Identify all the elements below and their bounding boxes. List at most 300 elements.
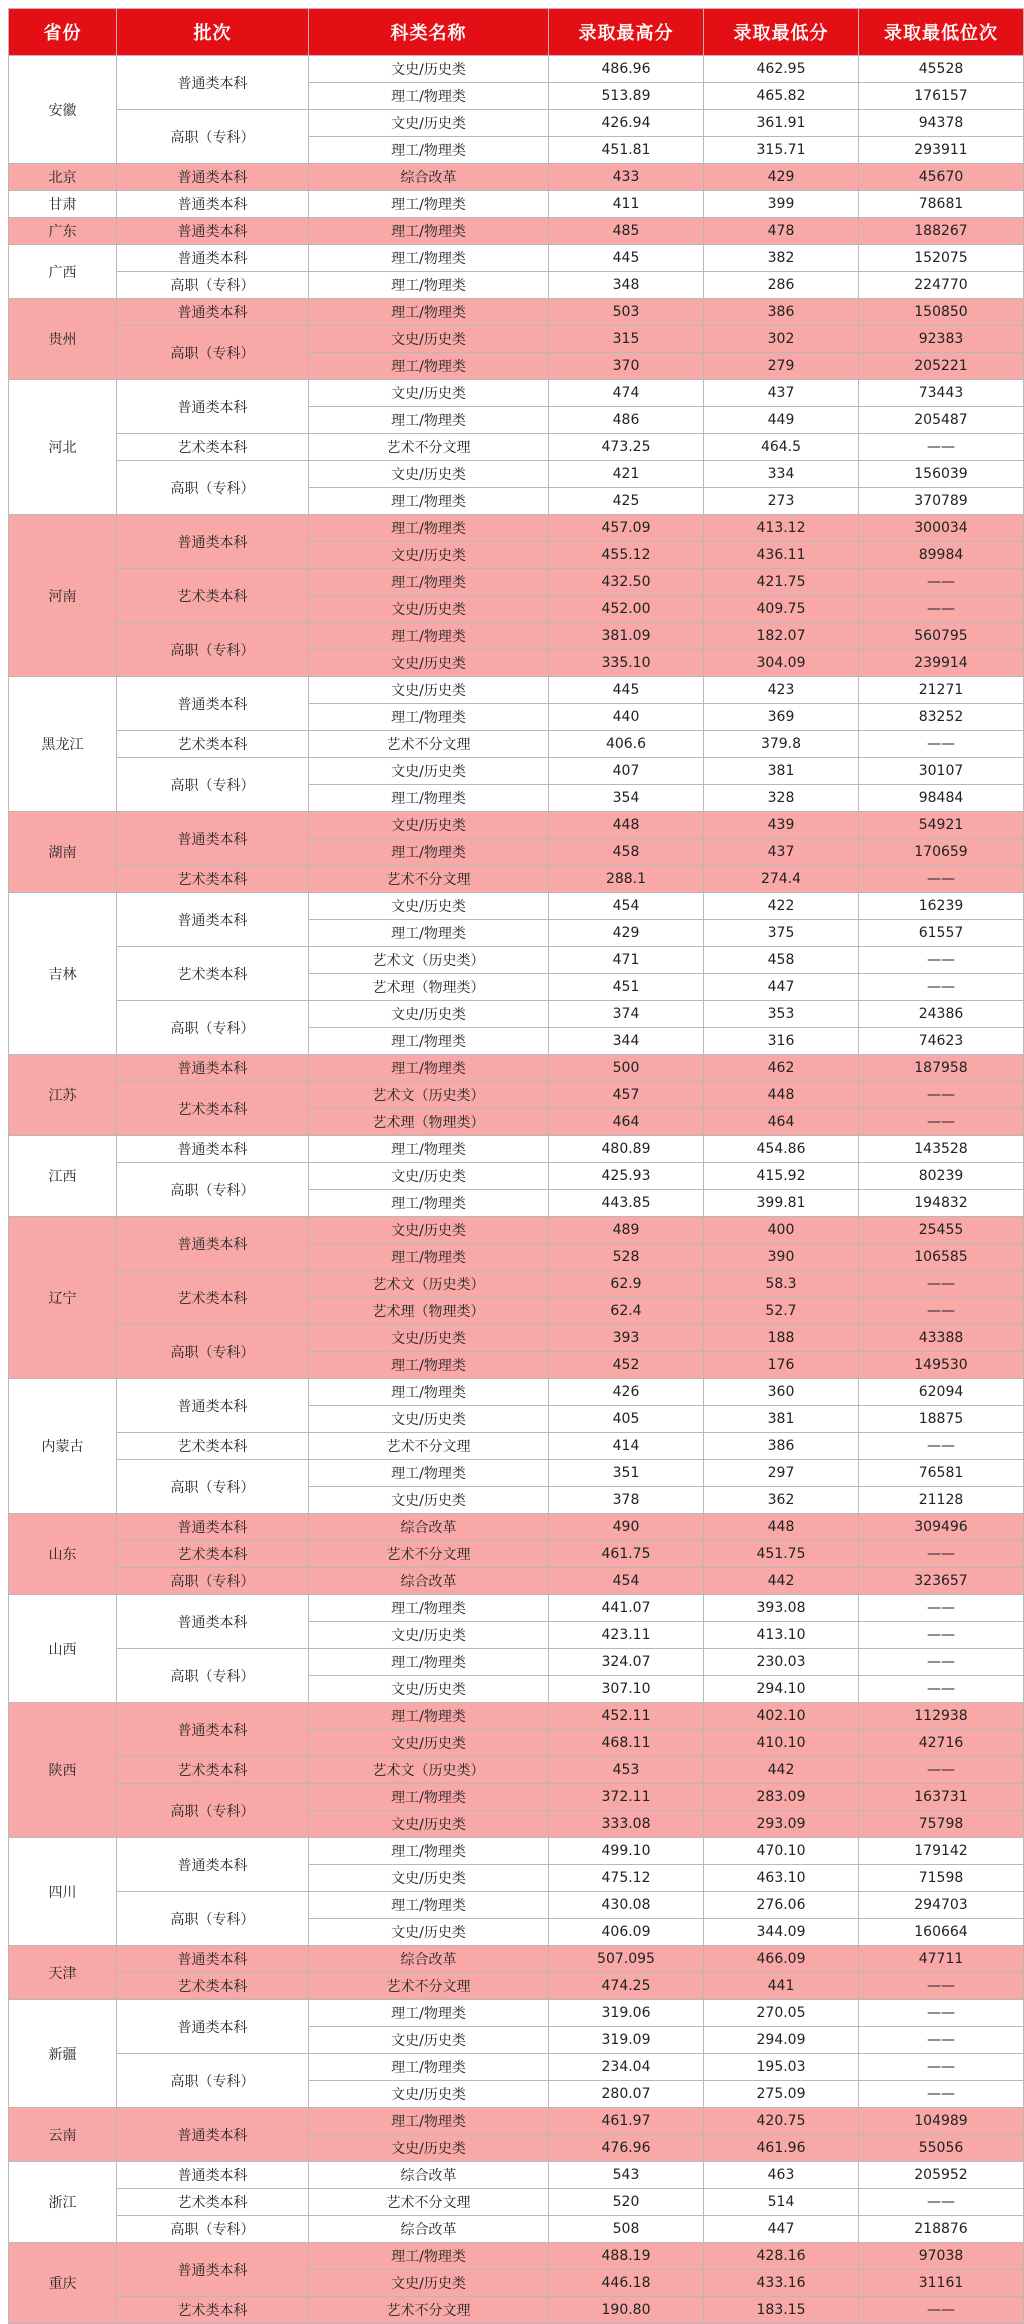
- cell-max-score: 335.10: [549, 650, 704, 677]
- cell-min-score: 439: [704, 812, 859, 839]
- table-row: [9, 164, 1024, 191]
- cell-min-score: 328: [704, 785, 859, 812]
- cell-subject: 文史/历史类: [309, 677, 549, 704]
- table-row: [9, 866, 1024, 893]
- cell-max-score: 378: [549, 1487, 704, 1514]
- cell-batch: 艺术类本科: [117, 731, 309, 758]
- cell-subject: 文史/历史类: [309, 56, 549, 83]
- table-row: [9, 56, 1024, 83]
- cell-min-rank: 224770: [859, 272, 1024, 299]
- cell-max-score: 324.07: [549, 1649, 704, 1676]
- cell-min-rank: ——: [859, 1271, 1024, 1298]
- cell-min-score: 360: [704, 1379, 859, 1406]
- table-row: [9, 245, 1024, 272]
- table-row: [9, 2216, 1024, 2243]
- cell-batch: 艺术类本科: [117, 434, 309, 461]
- table-row: [9, 1946, 1024, 1973]
- cell-province: 陕西: [9, 1703, 117, 1838]
- cell-min-score: 344.09: [704, 1919, 859, 1946]
- cell-subject: 文史/历史类: [309, 2027, 549, 2054]
- table-row: [9, 1001, 1024, 1028]
- cell-min-score: 304.09: [704, 650, 859, 677]
- table-row: [9, 2243, 1024, 2270]
- cell-batch: 普通类本科: [117, 893, 309, 947]
- cell-min-rank: 30107: [859, 758, 1024, 785]
- cell-min-rank: 205952: [859, 2162, 1024, 2189]
- cell-min-score: 420.75: [704, 2108, 859, 2135]
- cell-min-score: 334: [704, 461, 859, 488]
- cell-max-score: 471: [549, 947, 704, 974]
- cell-subject: 理工/物理类: [309, 1838, 549, 1865]
- cell-min-rank: ——: [859, 1649, 1024, 1676]
- table-row: [9, 812, 1024, 839]
- cell-subject: 艺术理（物理类）: [309, 1109, 549, 1136]
- cell-max-score: 474.25: [549, 1973, 704, 2000]
- table-row: [9, 1649, 1024, 1676]
- cell-min-rank: 83252: [859, 704, 1024, 731]
- cell-subject: 综合改革: [309, 1514, 549, 1541]
- cell-batch: 普通类本科: [117, 1703, 309, 1757]
- cell-min-score: 273: [704, 488, 859, 515]
- cell-min-score: 58.3: [704, 1271, 859, 1298]
- cell-subject: 艺术理（物理类）: [309, 1298, 549, 1325]
- cell-subject: 文史/历史类: [309, 326, 549, 353]
- cell-batch: 普通类本科: [117, 1514, 309, 1541]
- table-row: [9, 1784, 1024, 1811]
- cell-min-rank: 293911: [859, 137, 1024, 164]
- cell-subject: 综合改革: [309, 164, 549, 191]
- cell-min-rank: ——: [859, 1541, 1024, 1568]
- cell-batch: 高职（专科）: [117, 272, 309, 299]
- table-row: [9, 731, 1024, 758]
- cell-min-score: 393.08: [704, 1595, 859, 1622]
- admission-table-container: [8, 8, 1023, 2324]
- cell-min-rank: 31161: [859, 2270, 1024, 2297]
- table-row: [9, 2297, 1024, 2324]
- cell-min-rank: 97038: [859, 2243, 1024, 2270]
- cell-subject: 理工/物理类: [309, 1190, 549, 1217]
- cell-max-score: 446.18: [549, 2270, 704, 2297]
- cell-max-score: 441.07: [549, 1595, 704, 1622]
- cell-min-rank: ——: [859, 569, 1024, 596]
- cell-min-rank: 21271: [859, 677, 1024, 704]
- table-row: [9, 893, 1024, 920]
- cell-max-score: 474: [549, 380, 704, 407]
- cell-min-score: 442: [704, 1568, 859, 1595]
- cell-min-rank: 73443: [859, 380, 1024, 407]
- cell-subject: 文史/历史类: [309, 893, 549, 920]
- table-row: [9, 1703, 1024, 1730]
- cell-subject: 理工/物理类: [309, 920, 549, 947]
- cell-max-score: 381.09: [549, 623, 704, 650]
- cell-max-score: 452.00: [549, 596, 704, 623]
- cell-subject: 文史/历史类: [309, 1163, 549, 1190]
- cell-min-rank: 187958: [859, 1055, 1024, 1082]
- table-row: [9, 1973, 1024, 2000]
- cell-min-score: 462: [704, 1055, 859, 1082]
- cell-min-rank: 61557: [859, 920, 1024, 947]
- cell-min-score: 463.10: [704, 1865, 859, 1892]
- table-row: [9, 1838, 1024, 1865]
- cell-min-rank: 205487: [859, 407, 1024, 434]
- header-min-rank: 录取最低位次: [859, 9, 1024, 56]
- cell-max-score: 433: [549, 164, 704, 191]
- cell-min-score: 410.10: [704, 1730, 859, 1757]
- cell-min-score: 462.95: [704, 56, 859, 83]
- cell-min-rank: 92383: [859, 326, 1024, 353]
- cell-min-rank: ——: [859, 596, 1024, 623]
- table-row: [9, 1568, 1024, 1595]
- cell-province: 重庆: [9, 2243, 117, 2324]
- cell-max-score: 489: [549, 1217, 704, 1244]
- cell-min-score: 463: [704, 2162, 859, 2189]
- cell-max-score: 451.81: [549, 137, 704, 164]
- cell-min-score: 283.09: [704, 1784, 859, 1811]
- cell-min-score: 447: [704, 2216, 859, 2243]
- cell-min-rank: 149530: [859, 1352, 1024, 1379]
- cell-max-score: 473.25: [549, 434, 704, 461]
- cell-subject: 文史/历史类: [309, 650, 549, 677]
- cell-batch: 高职（专科）: [117, 326, 309, 380]
- cell-min-score: 275.09: [704, 2081, 859, 2108]
- cell-max-score: 307.10: [549, 1676, 704, 1703]
- cell-min-score: 302: [704, 326, 859, 353]
- cell-min-rank: 179142: [859, 1838, 1024, 1865]
- cell-max-score: 499.10: [549, 1838, 704, 1865]
- cell-province: 云南: [9, 2108, 117, 2162]
- cell-subject: 综合改革: [309, 2162, 549, 2189]
- cell-subject: 综合改革: [309, 1568, 549, 1595]
- cell-min-score: 464: [704, 1109, 859, 1136]
- cell-batch: 艺术类本科: [117, 1541, 309, 1568]
- cell-min-rank: ——: [859, 866, 1024, 893]
- cell-subject: 文史/历史类: [309, 1676, 549, 1703]
- cell-subject: 艺术理（物理类）: [309, 974, 549, 1001]
- cell-max-score: 190.80: [549, 2297, 704, 2324]
- cell-batch: 艺术类本科: [117, 2189, 309, 2216]
- cell-min-score: 478: [704, 218, 859, 245]
- cell-max-score: 333.08: [549, 1811, 704, 1838]
- cell-min-rank: 106585: [859, 1244, 1024, 1271]
- cell-subject: 文史/历史类: [309, 596, 549, 623]
- table-row: [9, 1757, 1024, 1784]
- cell-min-rank: 75798: [859, 1811, 1024, 1838]
- cell-min-score: 448: [704, 1082, 859, 1109]
- cell-max-score: 445: [549, 245, 704, 272]
- cell-min-score: 437: [704, 380, 859, 407]
- cell-subject: 理工/物理类: [309, 1649, 549, 1676]
- cell-min-score: 442: [704, 1757, 859, 1784]
- cell-batch: 普通类本科: [117, 2243, 309, 2297]
- cell-min-score: 413.12: [704, 515, 859, 542]
- cell-batch: 高职（专科）: [117, 1784, 309, 1838]
- cell-province: 新疆: [9, 2000, 117, 2108]
- cell-max-score: 429: [549, 920, 704, 947]
- cell-min-score: 436.11: [704, 542, 859, 569]
- table-row: [9, 2000, 1024, 2027]
- cell-batch: 普通类本科: [117, 1055, 309, 1082]
- cell-max-score: 406.09: [549, 1919, 704, 1946]
- cell-subject: 理工/物理类: [309, 785, 549, 812]
- cell-province: 北京: [9, 164, 117, 191]
- cell-batch: 高职（专科）: [117, 1325, 309, 1379]
- cell-batch: 艺术类本科: [117, 947, 309, 1001]
- cell-subject: 理工/物理类: [309, 1784, 549, 1811]
- cell-max-score: 543: [549, 2162, 704, 2189]
- cell-subject: 理工/物理类: [309, 1892, 549, 1919]
- cell-max-score: 486: [549, 407, 704, 434]
- cell-batch: 艺术类本科: [117, 569, 309, 623]
- cell-min-rank: 62094: [859, 1379, 1024, 1406]
- table-row: [9, 1541, 1024, 1568]
- cell-min-rank: 163731: [859, 1784, 1024, 1811]
- cell-province: 吉林: [9, 893, 117, 1055]
- cell-max-score: 453: [549, 1757, 704, 1784]
- cell-subject: 文史/历史类: [309, 2081, 549, 2108]
- cell-subject: 理工/物理类: [309, 1595, 549, 1622]
- cell-min-score: 386: [704, 299, 859, 326]
- header-max-score: 录取最高分: [549, 9, 704, 56]
- table-row: [9, 299, 1024, 326]
- cell-max-score: 393: [549, 1325, 704, 1352]
- cell-province: 黑龙江: [9, 677, 117, 812]
- cell-min-rank: 71598: [859, 1865, 1024, 1892]
- cell-min-score: 375: [704, 920, 859, 947]
- cell-subject: 艺术不分文理: [309, 1433, 549, 1460]
- cell-max-score: 461.97: [549, 2108, 704, 2135]
- cell-subject: 艺术文（历史类）: [309, 1757, 549, 1784]
- table-row: [9, 1433, 1024, 1460]
- cell-subject: 理工/物理类: [309, 137, 549, 164]
- cell-min-rank: 218876: [859, 2216, 1024, 2243]
- cell-subject: 文史/历史类: [309, 2135, 549, 2162]
- cell-min-rank: 309496: [859, 1514, 1024, 1541]
- cell-min-score: 182.07: [704, 623, 859, 650]
- cell-min-rank: 143528: [859, 1136, 1024, 1163]
- table-row: [9, 461, 1024, 488]
- cell-subject: 文史/历史类: [309, 380, 549, 407]
- cell-batch: 普通类本科: [117, 1946, 309, 1973]
- cell-subject: 理工/物理类: [309, 1244, 549, 1271]
- cell-province: 江西: [9, 1136, 117, 1217]
- cell-max-score: 315: [549, 326, 704, 353]
- cell-max-score: 423.11: [549, 1622, 704, 1649]
- cell-min-rank: ——: [859, 1109, 1024, 1136]
- cell-min-rank: 47711: [859, 1946, 1024, 1973]
- cell-batch: 高职（专科）: [117, 1001, 309, 1055]
- table-row: [9, 326, 1024, 353]
- cell-max-score: 458: [549, 839, 704, 866]
- cell-min-score: 458: [704, 947, 859, 974]
- cell-batch: 艺术类本科: [117, 2297, 309, 2324]
- cell-min-score: 316: [704, 1028, 859, 1055]
- cell-subject: 文史/历史类: [309, 1865, 549, 1892]
- cell-min-rank: ——: [859, 1082, 1024, 1109]
- cell-min-score: 294.10: [704, 1676, 859, 1703]
- cell-min-rank: 94378: [859, 110, 1024, 137]
- table-row: [9, 1217, 1024, 1244]
- cell-min-score: 386: [704, 1433, 859, 1460]
- cell-min-score: 276.06: [704, 1892, 859, 1919]
- cell-batch: 高职（专科）: [117, 2216, 309, 2243]
- cell-max-score: 475.12: [549, 1865, 704, 1892]
- cell-min-rank: ——: [859, 731, 1024, 758]
- cell-batch: 普通类本科: [117, 164, 309, 191]
- cell-batch: 高职（专科）: [117, 1892, 309, 1946]
- cell-max-score: 507.095: [549, 1946, 704, 1973]
- cell-min-rank: 78681: [859, 191, 1024, 218]
- table-row: [9, 272, 1024, 299]
- cell-batch: 艺术类本科: [117, 1271, 309, 1325]
- cell-min-rank: 25455: [859, 1217, 1024, 1244]
- cell-max-score: 344: [549, 1028, 704, 1055]
- table-header: [9, 9, 1024, 56]
- cell-max-score: 454: [549, 1568, 704, 1595]
- cell-max-score: 351: [549, 1460, 704, 1487]
- cell-province: 江苏: [9, 1055, 117, 1136]
- table-row: [9, 2054, 1024, 2081]
- cell-min-rank: 18875: [859, 1406, 1024, 1433]
- cell-batch: 艺术类本科: [117, 1757, 309, 1784]
- cell-min-rank: ——: [859, 1433, 1024, 1460]
- table-row: [9, 623, 1024, 650]
- cell-min-score: 464.5: [704, 434, 859, 461]
- cell-batch: 普通类本科: [117, 515, 309, 569]
- cell-subject: 理工/物理类: [309, 2000, 549, 2027]
- cell-subject: 理工/物理类: [309, 1055, 549, 1082]
- cell-subject: 艺术文（历史类）: [309, 1271, 549, 1298]
- cell-max-score: 411: [549, 191, 704, 218]
- table-row: [9, 758, 1024, 785]
- cell-subject: 艺术文（历史类）: [309, 947, 549, 974]
- cell-max-score: 288.1: [549, 866, 704, 893]
- cell-subject: 文史/历史类: [309, 1811, 549, 1838]
- cell-subject: 艺术不分文理: [309, 866, 549, 893]
- cell-subject: 理工/物理类: [309, 1028, 549, 1055]
- cell-max-score: 464: [549, 1109, 704, 1136]
- cell-min-rank: 104989: [859, 2108, 1024, 2135]
- cell-subject: 理工/物理类: [309, 2054, 549, 2081]
- cell-subject: 文史/历史类: [309, 1622, 549, 1649]
- cell-min-score: 421.75: [704, 569, 859, 596]
- cell-batch: 高职（专科）: [117, 623, 309, 677]
- cell-subject: 理工/物理类: [309, 245, 549, 272]
- cell-min-score: 449: [704, 407, 859, 434]
- cell-min-score: 176: [704, 1352, 859, 1379]
- cell-subject: 理工/物理类: [309, 1352, 549, 1379]
- cell-min-score: 461.96: [704, 2135, 859, 2162]
- cell-subject: 理工/物理类: [309, 218, 549, 245]
- cell-batch: 艺术类本科: [117, 1433, 309, 1460]
- header-province: 省份: [9, 9, 117, 56]
- cell-min-rank: ——: [859, 974, 1024, 1001]
- table-body: [9, 56, 1024, 2324]
- cell-batch: 普通类本科: [117, 380, 309, 434]
- cell-subject: 文史/历史类: [309, 1730, 549, 1757]
- cell-min-score: 465.82: [704, 83, 859, 110]
- cell-subject: 理工/物理类: [309, 1136, 549, 1163]
- cell-batch: 普通类本科: [117, 299, 309, 326]
- table-row: [9, 2189, 1024, 2216]
- cell-max-score: 425: [549, 488, 704, 515]
- cell-min-score: 466.09: [704, 1946, 859, 1973]
- cell-min-rank: 21128: [859, 1487, 1024, 1514]
- cell-min-score: 399: [704, 191, 859, 218]
- cell-batch: 普通类本科: [117, 245, 309, 272]
- cell-batch: 普通类本科: [117, 1136, 309, 1163]
- cell-max-score: 513.89: [549, 83, 704, 110]
- cell-batch: 高职（专科）: [117, 1568, 309, 1595]
- cell-subject: 艺术不分文理: [309, 731, 549, 758]
- cell-max-score: 461.75: [549, 1541, 704, 1568]
- cell-subject: 理工/物理类: [309, 272, 549, 299]
- cell-min-rank: ——: [859, 2189, 1024, 2216]
- cell-max-score: 319.06: [549, 2000, 704, 2027]
- cell-min-rank: 80239: [859, 1163, 1024, 1190]
- cell-province: 河北: [9, 380, 117, 515]
- cell-min-score: 447: [704, 974, 859, 1001]
- cell-min-score: 441: [704, 1973, 859, 2000]
- cell-min-rank: 188267: [859, 218, 1024, 245]
- cell-province: 甘肃: [9, 191, 117, 218]
- cell-min-rank: 150850: [859, 299, 1024, 326]
- cell-min-rank: ——: [859, 1676, 1024, 1703]
- cell-min-score: 381: [704, 758, 859, 785]
- cell-batch: 普通类本科: [117, 2162, 309, 2189]
- cell-min-rank: 239914: [859, 650, 1024, 677]
- cell-min-rank: 76581: [859, 1460, 1024, 1487]
- cell-subject: 文史/历史类: [309, 1406, 549, 1433]
- cell-subject: 文史/历史类: [309, 2270, 549, 2297]
- cell-max-score: 480.89: [549, 1136, 704, 1163]
- cell-max-score: 448: [549, 812, 704, 839]
- cell-subject: 综合改革: [309, 2216, 549, 2243]
- cell-batch: 普通类本科: [117, 677, 309, 731]
- cell-max-score: 354: [549, 785, 704, 812]
- cell-province: 湖南: [9, 812, 117, 893]
- cell-max-score: 490: [549, 1514, 704, 1541]
- cell-max-score: 445: [549, 677, 704, 704]
- table-row: [9, 515, 1024, 542]
- cell-province: 安徽: [9, 56, 117, 164]
- cell-min-score: 381: [704, 1406, 859, 1433]
- cell-max-score: 430.08: [549, 1892, 704, 1919]
- cell-min-rank: ——: [859, 1622, 1024, 1649]
- cell-min-rank: 89984: [859, 542, 1024, 569]
- cell-subject: 理工/物理类: [309, 407, 549, 434]
- cell-batch: 普通类本科: [117, 1595, 309, 1649]
- cell-province: 山西: [9, 1595, 117, 1703]
- cell-max-score: 452.11: [549, 1703, 704, 1730]
- table-row: [9, 380, 1024, 407]
- cell-min-rank: 54921: [859, 812, 1024, 839]
- cell-min-score: 188: [704, 1325, 859, 1352]
- cell-batch: 普通类本科: [117, 1217, 309, 1271]
- cell-min-score: 293.09: [704, 1811, 859, 1838]
- table-row: [9, 1514, 1024, 1541]
- cell-min-rank: ——: [859, 1595, 1024, 1622]
- cell-min-score: 402.10: [704, 1703, 859, 1730]
- cell-min-score: 413.10: [704, 1622, 859, 1649]
- cell-min-score: 195.03: [704, 2054, 859, 2081]
- cell-subject: 理工/物理类: [309, 2243, 549, 2270]
- cell-min-rank: ——: [859, 2297, 1024, 2324]
- cell-province: 辽宁: [9, 1217, 117, 1379]
- cell-batch: 普通类本科: [117, 1838, 309, 1892]
- cell-province: 河南: [9, 515, 117, 677]
- cell-min-score: 390: [704, 1244, 859, 1271]
- cell-min-score: 514: [704, 2189, 859, 2216]
